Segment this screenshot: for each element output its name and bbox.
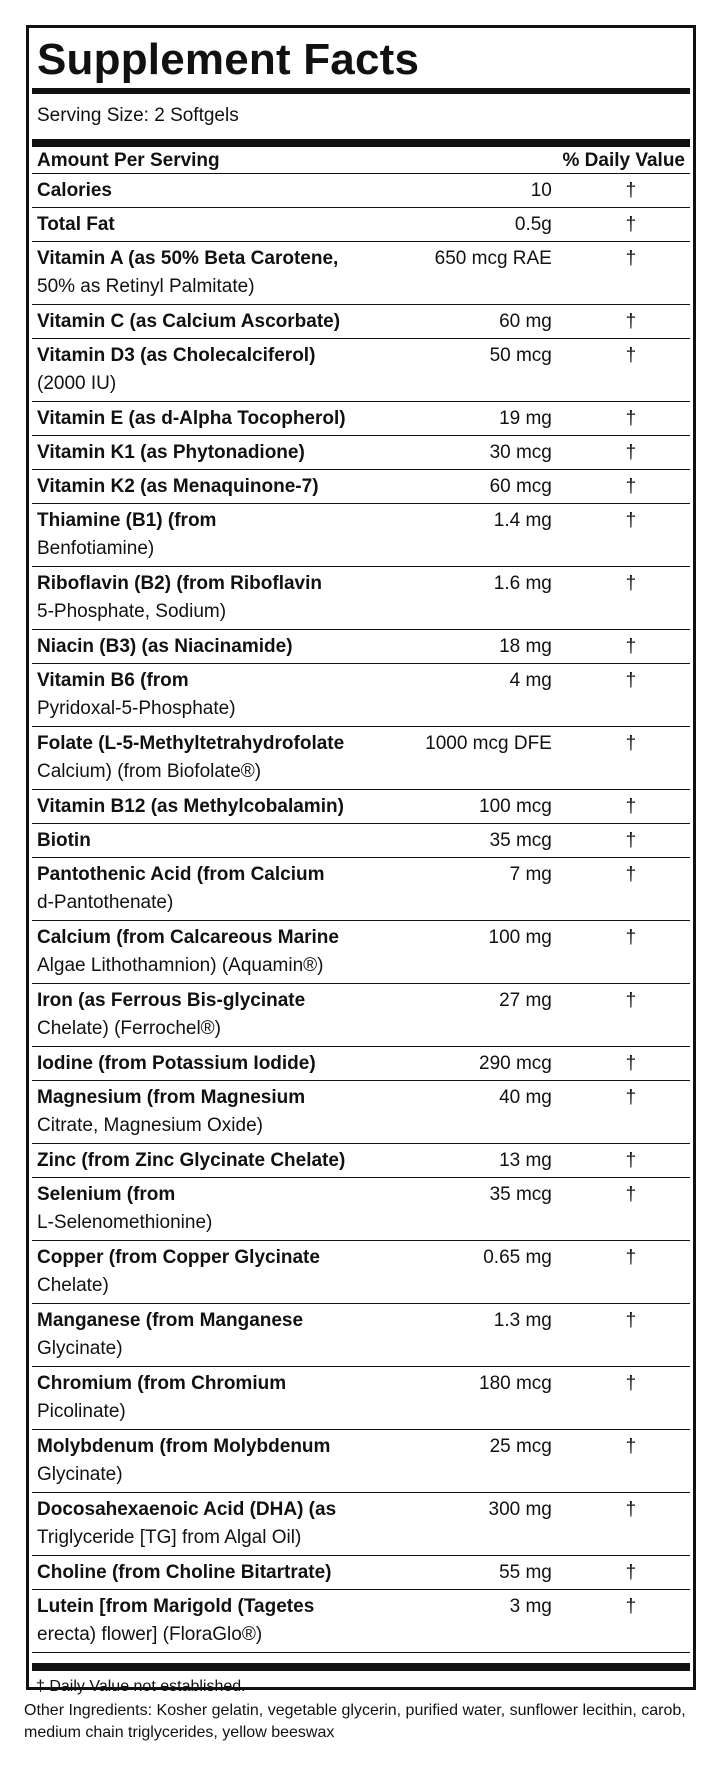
nutrient-name — [37, 439, 382, 467]
nutrient-amount: 27 mg — [499, 990, 552, 1011]
nutrient-amount: 650 mcg RAE — [434, 248, 552, 269]
nutrient-name — [37, 308, 382, 336]
daily-value-mark: † — [625, 408, 637, 429]
divider — [32, 139, 690, 147]
nutrient-name — [37, 1181, 382, 1238]
nutrient-name — [37, 1559, 382, 1587]
nutrient-amount: 25 mcg — [489, 1436, 552, 1457]
nutrient-name — [37, 793, 382, 821]
nutrient-name — [37, 924, 382, 981]
table-row — [32, 174, 690, 208]
other-ingredients: Other Ingredients: Kosher gelatin, vegetable glycerin, purified water, sunflower lecithin, carob, medium chain triglycerides, yellow beeswax — [24, 1702, 686, 1741]
serving-size: Serving Size: 2 Softgels — [37, 105, 239, 126]
nutrient-source: Citrate, Magnesium Oxide) — [37, 1115, 263, 1136]
table-row — [32, 1493, 690, 1556]
table-row — [32, 858, 690, 921]
nutrient-name — [37, 1370, 382, 1427]
daily-value-mark: † — [625, 476, 637, 497]
daily-value-mark: † — [625, 573, 637, 594]
nutrient-name-bold: Docosahexaenoic Acid (DHA) (as — [37, 1499, 337, 1520]
nutrient-name — [37, 1147, 382, 1175]
nutrient-name-bold: Chromium (from Chromium — [37, 1373, 287, 1394]
table-row — [32, 984, 690, 1047]
daily-value-mark: † — [625, 1087, 637, 1108]
nutrient-amount: 300 mg — [488, 1499, 552, 1520]
nutrient-name-bold: Calories — [37, 180, 112, 201]
table-row — [32, 727, 690, 790]
daily-value-mark: † — [625, 442, 637, 463]
daily-value-mark: † — [625, 1373, 637, 1394]
nutrient-amount: 35 mcg — [489, 1184, 552, 1205]
daily-value-mark: † — [625, 796, 637, 817]
nutrient-source: Chelate) (Ferrochel®) — [37, 1018, 221, 1039]
nutrient-name — [37, 570, 382, 627]
footnote: † Daily Value not established. — [36, 1678, 246, 1695]
table-row — [32, 339, 690, 402]
nutrient-source: Benfotiamine) — [37, 538, 155, 559]
table-row — [32, 436, 690, 470]
nutrient-name-bold: Pantothenic Acid (from Calcium — [37, 864, 325, 885]
table-row — [32, 1556, 690, 1590]
nutrient-source: 50% as Retinyl Palmitate) — [37, 276, 255, 297]
nutrient-name — [37, 473, 382, 501]
nutrient-name — [37, 1244, 382, 1301]
nutrient-amount: 19 mg — [499, 408, 552, 429]
daily-value-mark: † — [625, 510, 637, 531]
daily-value-mark: † — [625, 180, 637, 201]
nutrient-amount: 18 mg — [499, 636, 552, 657]
nutrient-name-bold: Vitamin B6 (from — [37, 670, 189, 691]
table-row — [32, 921, 690, 984]
nutrient-name — [37, 405, 382, 433]
nutrient-source: Picolinate) — [37, 1401, 126, 1422]
daily-value-mark: † — [625, 927, 637, 948]
daily-value-mark: † — [625, 248, 637, 269]
nutrient-name-bold: Choline (from Choline Bitartrate) — [37, 1562, 332, 1583]
nutrient-name — [37, 342, 382, 399]
nutrient-amount: 1.4 mg — [493, 510, 552, 531]
daily-value-mark: † — [625, 1596, 637, 1617]
nutrient-name-bold: Selenium (from — [37, 1184, 176, 1205]
nutrient-source: erecta) flower] (FloraGlo®) — [37, 1624, 263, 1645]
nutrient-amount: 290 mcg — [479, 1053, 552, 1074]
table-row — [32, 242, 690, 305]
nutrient-amount: 30 mcg — [489, 442, 552, 463]
daily-value-mark: † — [625, 1184, 637, 1205]
table-row — [32, 470, 690, 504]
daily-value-mark: † — [625, 311, 637, 332]
table-row — [32, 1590, 690, 1653]
table-header — [32, 147, 690, 174]
nutrient-source: 5-Phosphate, Sodium) — [37, 601, 227, 622]
nutrient-name-bold: Calcium (from Calcareous Marine — [37, 927, 339, 948]
nutrient-name — [37, 211, 382, 239]
nutrient-source: Chelate) — [37, 1275, 109, 1296]
table-row — [32, 305, 690, 339]
nutrient-name-bold: Vitamin A (as 50% Beta Carotene, — [37, 248, 339, 269]
nutrient-name-bold: Iodine (from Potassium Iodide) — [37, 1053, 316, 1074]
table-row — [32, 208, 690, 242]
nutrient-amount: 35 mcg — [489, 830, 552, 851]
table-row — [32, 630, 690, 664]
nutrient-table — [32, 174, 690, 1653]
nutrient-name — [37, 827, 382, 855]
nutrient-name-bold: Vitamin D3 (as Cholecalciferol) — [37, 345, 316, 366]
nutrient-source: Calcium) (from Biofolate®) — [37, 761, 262, 782]
nutrient-name — [37, 177, 382, 205]
nutrient-amount: 1000 mcg DFE — [425, 733, 552, 754]
nutrient-source: Pyridoxal-5-Phosphate) — [37, 698, 236, 719]
nutrient-name — [37, 667, 382, 724]
nutrient-amount: 50 mcg — [489, 345, 552, 366]
nutrient-source: Glycinate) — [37, 1338, 123, 1359]
nutrient-name-bold: Molybdenum (from Molybdenum — [37, 1436, 331, 1457]
nutrient-name — [37, 1084, 382, 1141]
daily-value-mark: † — [625, 1436, 637, 1457]
nutrient-source: Algae Lithothamnion) (Aquamin®) — [37, 955, 324, 976]
nutrient-amount: 180 mcg — [479, 1373, 552, 1394]
daily-value-mark: † — [625, 1562, 637, 1583]
nutrient-amount: 10 — [530, 180, 552, 201]
nutrient-name-bold: Lutein [from Marigold (Tagetes — [37, 1596, 315, 1617]
nutrient-name — [37, 1433, 382, 1490]
table-row — [32, 1178, 690, 1241]
nutrient-name-bold: Total Fat — [37, 214, 115, 235]
daily-value-mark: † — [625, 830, 637, 851]
daily-value-mark: † — [625, 345, 637, 366]
nutrient-source: (2000 IU) — [37, 373, 117, 394]
table-row — [32, 1144, 690, 1178]
daily-value-mark: † — [625, 733, 637, 754]
nutrient-name — [37, 1496, 382, 1553]
nutrient-amount: 60 mg — [499, 311, 552, 332]
nutrient-amount: 40 mg — [499, 1087, 552, 1108]
daily-value-label: % Daily Value — [562, 150, 685, 171]
nutrient-name-bold: Copper (from Copper Glycinate — [37, 1247, 320, 1268]
table-row — [32, 1367, 690, 1430]
divider — [32, 1663, 690, 1671]
nutrient-name-bold: Vitamin C (as Calcium Ascorbate) — [37, 311, 341, 332]
nutrient-name-bold: Vitamin K1 (as Phytonadione) — [37, 442, 305, 463]
table-row — [32, 567, 690, 630]
panel-title: Supplement Facts — [37, 35, 420, 84]
daily-value-mark: † — [625, 864, 637, 885]
nutrient-name — [37, 1050, 382, 1078]
daily-value-mark: † — [625, 670, 637, 691]
table-row — [32, 824, 690, 858]
nutrient-name — [37, 987, 382, 1044]
daily-value-mark: † — [625, 1053, 637, 1074]
nutrient-amount: 100 mcg — [479, 796, 552, 817]
daily-value-mark: † — [625, 1150, 637, 1171]
table-row — [32, 1304, 690, 1367]
table-row — [32, 790, 690, 824]
nutrient-name — [37, 861, 382, 918]
nutrient-name — [37, 1593, 382, 1650]
nutrient-source: Glycinate) — [37, 1464, 123, 1485]
nutrient-amount: 4 mg — [509, 670, 552, 691]
daily-value-mark: † — [625, 1310, 637, 1331]
nutrient-amount: 0.65 mg — [483, 1247, 552, 1268]
nutrient-name — [37, 633, 382, 661]
daily-value-mark: † — [625, 1247, 637, 1268]
table-row — [32, 1081, 690, 1144]
nutrient-amount: 55 mg — [499, 1562, 552, 1583]
nutrient-name-bold: Niacin (B3) (as Niacinamide) — [37, 636, 293, 657]
nutrient-name — [37, 1307, 382, 1364]
nutrient-amount: 7 mg — [509, 864, 552, 885]
nutrient-source: Triglyceride [TG] from Algal Oil) — [37, 1527, 302, 1548]
nutrient-amount: 3 mg — [509, 1596, 552, 1617]
table-row — [32, 1047, 690, 1081]
supplement-facts-panel — [26, 25, 696, 1695]
nutrient-name-bold: Zinc (from Zinc Glycinate Chelate) — [37, 1150, 346, 1171]
table-row — [32, 664, 690, 727]
amount-per-serving-label: Amount Per Serving — [37, 150, 220, 171]
nutrient-name — [37, 245, 382, 302]
nutrient-amount: 13 mg — [499, 1150, 552, 1171]
nutrient-name-bold: Folate (L-5-Methyltetrahydrofolate — [37, 733, 345, 754]
nutrient-amount: 0.5g — [514, 214, 552, 235]
daily-value-mark: † — [625, 214, 637, 235]
table-row — [32, 504, 690, 567]
table-row — [32, 402, 690, 436]
nutrient-name-bold: Vitamin E (as d-Alpha Tocopherol) — [37, 408, 346, 429]
nutrient-source: L-Selenomethionine) — [37, 1212, 213, 1233]
nutrient-name — [37, 507, 382, 564]
table-row — [32, 1430, 690, 1493]
nutrient-name-bold: Riboflavin (B2) (from Riboflavin — [37, 573, 322, 594]
nutrient-name — [37, 730, 382, 787]
nutrient-name-bold: Vitamin K2 (as Menaquinone-7) — [37, 476, 319, 497]
daily-value-mark: † — [625, 990, 637, 1011]
nutrient-name-bold: Vitamin B12 (as Methylcobalamin) — [37, 796, 344, 817]
nutrient-amount: 60 mcg — [489, 476, 552, 497]
nutrient-amount: 1.3 mg — [493, 1310, 552, 1331]
nutrient-name-bold: Biotin — [37, 830, 91, 851]
nutrient-source: d-Pantothenate) — [37, 892, 174, 913]
daily-value-mark: † — [625, 1499, 637, 1520]
nutrient-amount: 1.6 mg — [493, 573, 552, 594]
nutrient-name-bold: Manganese (from Manganese — [37, 1310, 304, 1331]
table-row — [32, 1241, 690, 1304]
nutrient-amount: 100 mg — [488, 927, 552, 948]
daily-value-mark: † — [625, 636, 637, 657]
nutrient-name-bold: Thiamine (B1) (from — [37, 510, 217, 531]
nutrient-name-bold: Magnesium (from Magnesium — [37, 1087, 306, 1108]
nutrient-name-bold: Iron (as Ferrous Bis-glycinate — [37, 990, 306, 1011]
